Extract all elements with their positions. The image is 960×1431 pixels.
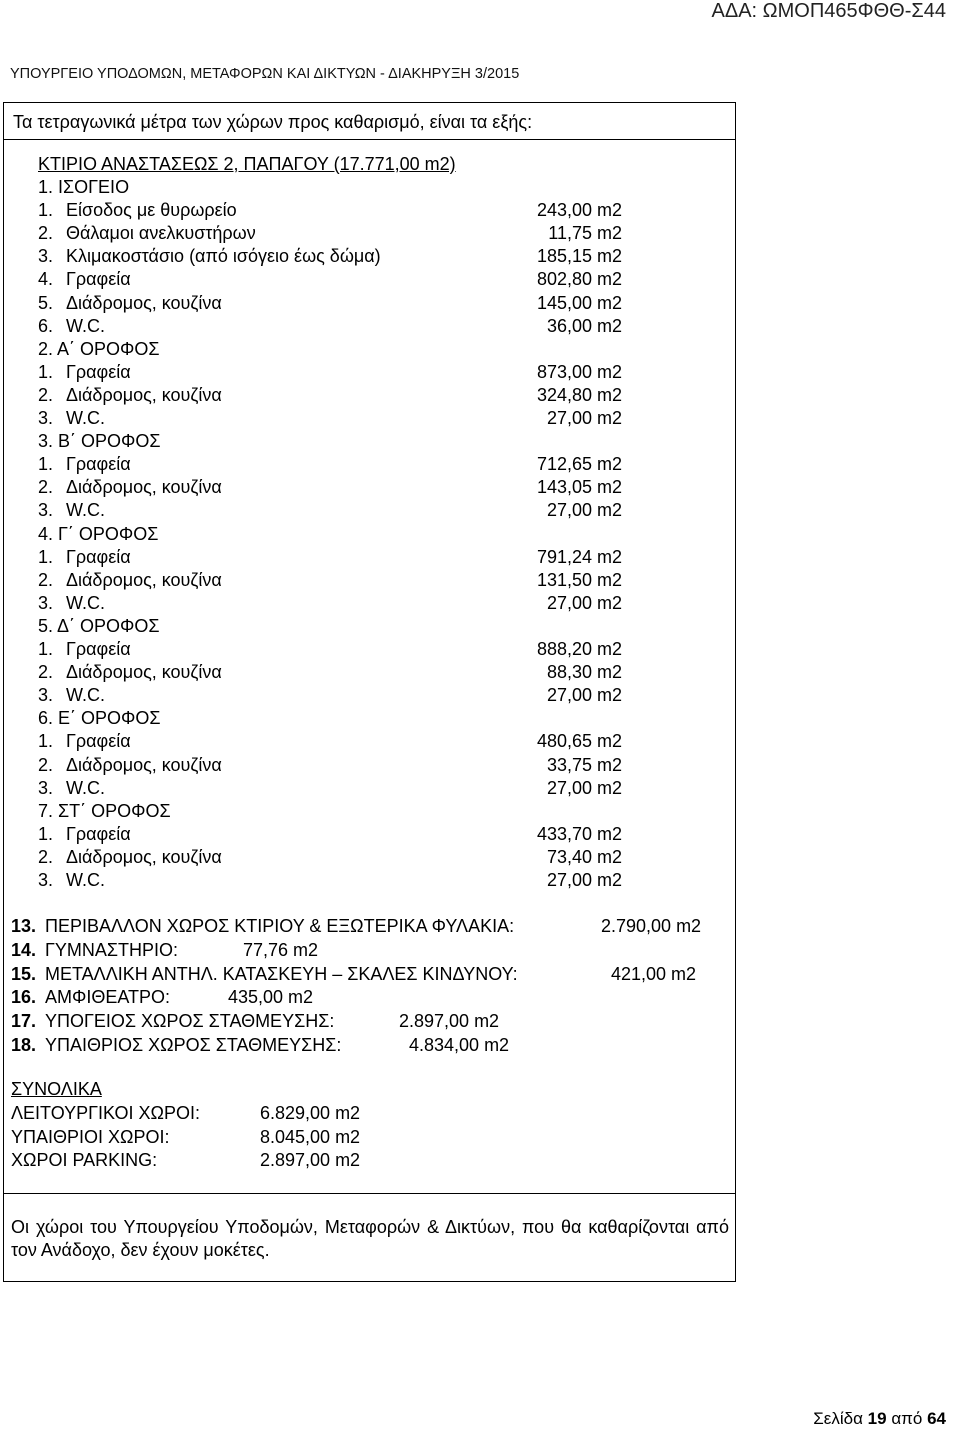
floor-item bbox=[38, 245, 658, 268]
item-number: 6. bbox=[38, 315, 54, 336]
floor-item bbox=[38, 684, 658, 707]
floor-item bbox=[38, 476, 658, 499]
item-number: 1. bbox=[38, 200, 54, 221]
floor-item bbox=[38, 407, 658, 430]
item-number: 1. bbox=[38, 639, 54, 659]
item-label: Γραφεία bbox=[66, 639, 131, 659]
item-number: 2. bbox=[38, 569, 54, 590]
item-number: 2. bbox=[38, 754, 54, 775]
building-title: ΚΤΙΡΙΟ ΑΝΑΣΤΑΣΕΩΣ 2, ΠΑΠΑΓΟΥ (17.771,00 m2) bbox=[38, 154, 456, 174]
total-text: ΧΩΡΟΙ PARKING: bbox=[11, 1150, 158, 1170]
item-value: 27,00 m2 bbox=[546, 592, 622, 613]
item-value: 27,00 m2 bbox=[546, 777, 622, 798]
extra-text: ΥΠΑΙΘΡΙΟΣ ΧΩΡΟΣ ΣΤΑΘΜΕΥΣΗΣ: bbox=[45, 1035, 342, 1055]
item-value: 791,24 m2 bbox=[536, 546, 622, 567]
extra-value: 4.834,00 m2 bbox=[409, 1035, 510, 1055]
total-value: 2.897,00 m2 bbox=[260, 1150, 361, 1170]
floor-item bbox=[38, 777, 658, 800]
item-label: Διάδρομος, κουζίνα bbox=[66, 754, 222, 775]
total-text: ΥΠΑΙΘΡΙΟΙ ΧΩΡΟΙ: bbox=[11, 1126, 170, 1147]
item-value: 88,30 m2 bbox=[546, 662, 622, 683]
floor-item bbox=[38, 661, 658, 684]
item-value: 131,50 m2 bbox=[536, 569, 622, 590]
item-number: 1. bbox=[38, 361, 54, 382]
item-label: Διάδρομος, κουζίνα bbox=[66, 569, 222, 590]
item-number: 3. bbox=[38, 777, 54, 798]
item-value: 888,20 m2 bbox=[536, 639, 622, 659]
item-label: Διάδρομος, κουζίνα bbox=[66, 477, 222, 498]
divider-top bbox=[4, 139, 735, 140]
extra-number: 14. bbox=[11, 939, 37, 960]
floor-item bbox=[38, 546, 658, 569]
page-footer bbox=[813, 1409, 946, 1429]
extra-item bbox=[11, 986, 731, 1009]
content-frame bbox=[3, 102, 736, 1282]
floor-item bbox=[38, 268, 658, 291]
extra-number: 17. bbox=[11, 1011, 37, 1032]
item-label: Διάδρομος, κουζίνα bbox=[66, 662, 222, 683]
ada-code: ΑΔΑ: ΩΜΟΠ465ΦΘΘ-Σ44 bbox=[711, 0, 946, 22]
extra-text: ΜΕΤΑΛΛΙΚΗ ΑΝΤΗΛ. ΚΑΤΑΣΚΕΥΗ – ΣΚΑΛΕΣ ΚΙΝΔΥΝΟΥ: bbox=[45, 963, 518, 984]
extra-item bbox=[11, 1034, 731, 1057]
item-number: 3. bbox=[38, 870, 54, 890]
total-value: 8.045,00 m2 bbox=[260, 1126, 361, 1147]
footer-total: 64 bbox=[927, 1409, 946, 1428]
document-header: ΥΠΟΥΡΓΕΙΟ ΥΠΟΔΟΜΩΝ, ΜΕΤΑΦΟΡΩΝ ΚΑΙ ΔΙΚΤΥΩΝ - ΔΙΑΚΗΡΥΞΗ 3/2015 bbox=[10, 66, 520, 82]
item-number: 3. bbox=[38, 500, 54, 521]
extra-number: 13. bbox=[11, 916, 37, 936]
item-number: 2. bbox=[38, 662, 54, 683]
extra-item bbox=[11, 939, 731, 962]
extra-number: 15. bbox=[11, 963, 37, 984]
extra-number: 16. bbox=[11, 987, 37, 1008]
total-text: ΛΕΙΤΟΥΡΓΙΚΟΙ ΧΩΡΟΙ: bbox=[11, 1103, 200, 1123]
item-label: Διάδρομος, κουζίνα bbox=[66, 384, 222, 405]
item-label: Θάλαμοι ανελκυστήρων bbox=[66, 223, 256, 244]
item-label: W.C. bbox=[66, 408, 105, 428]
item-number: 2. bbox=[38, 384, 54, 405]
floor-item bbox=[38, 754, 658, 777]
item-number: 2. bbox=[38, 477, 54, 498]
item-label: W.C. bbox=[66, 685, 105, 706]
item-value: 11,75 m2 bbox=[548, 223, 622, 244]
item-value: 33,75 m2 bbox=[546, 754, 622, 775]
floor-item bbox=[38, 453, 658, 476]
item-value: 73,40 m2 bbox=[546, 846, 622, 867]
item-label: W.C. bbox=[66, 500, 105, 521]
floor-item bbox=[38, 569, 658, 592]
floor-item bbox=[38, 823, 658, 846]
item-label: W.C. bbox=[66, 870, 105, 890]
floor-item bbox=[38, 361, 658, 384]
item-label: Διάδρομος, κουζίνα bbox=[66, 846, 222, 867]
intro-text: Τα τετραγωνικά μέτρα των χώρων προς καθαρισμό, είναι τα εξής: bbox=[13, 112, 533, 132]
extra-value: 2.897,00 m2 bbox=[399, 1011, 500, 1032]
item-number: 1. bbox=[38, 823, 54, 844]
item-number: 1. bbox=[38, 454, 54, 475]
item-value: 27,00 m2 bbox=[546, 500, 622, 521]
extra-value: 435,00 m2 bbox=[228, 987, 314, 1008]
footer-prefix: Σελίδα bbox=[813, 1409, 863, 1428]
item-label: Κλιμακοστάσιο (από ισόγειο έως δώμα) bbox=[66, 246, 381, 267]
floor-item bbox=[38, 730, 658, 753]
item-label: W.C. bbox=[66, 777, 105, 798]
item-value: 480,65 m2 bbox=[536, 731, 622, 752]
floor-item bbox=[38, 199, 658, 222]
divider-bottom bbox=[4, 1193, 735, 1194]
item-number: 3. bbox=[38, 408, 54, 428]
item-value: 27,00 m2 bbox=[546, 685, 622, 706]
floor-item bbox=[38, 499, 658, 522]
floor-item bbox=[38, 222, 658, 245]
extra-number: 18. bbox=[11, 1035, 37, 1055]
floor-item bbox=[38, 846, 658, 869]
item-value: 145,00 m2 bbox=[536, 292, 622, 313]
item-label: Γραφεία bbox=[66, 454, 131, 475]
total-item bbox=[11, 1149, 411, 1172]
item-label: Γραφεία bbox=[66, 731, 131, 752]
floor-item bbox=[38, 869, 658, 892]
floor-item bbox=[38, 315, 658, 338]
extra-text: ΥΠΟΓΕΙΟΣ ΧΩΡΟΣ ΣΤΑΘΜΕΥΣΗΣ: bbox=[45, 1011, 335, 1032]
floor-title: 1. ΙΣΟΓΕΙΟ bbox=[38, 177, 130, 197]
extra-item bbox=[11, 915, 731, 938]
footer-of: από bbox=[891, 1409, 923, 1428]
floor-title: 5. Δ΄ ΟΡΟΦΟΣ bbox=[38, 615, 160, 636]
floor-title: 3. Β΄ ΟΡΟΦΟΣ bbox=[38, 431, 161, 452]
total-item bbox=[11, 1102, 411, 1125]
extra-text: ΓΥΜΝΑΣΤΗΡΙΟ: bbox=[45, 939, 179, 960]
footer-page: 19 bbox=[867, 1409, 887, 1428]
total-item bbox=[11, 1126, 411, 1149]
item-value: 185,15 m2 bbox=[536, 246, 622, 267]
item-number: 1. bbox=[38, 546, 54, 567]
item-value: 27,00 m2 bbox=[546, 408, 622, 428]
item-number: 3. bbox=[38, 246, 54, 267]
extra-item bbox=[11, 1010, 731, 1033]
item-number: 3. bbox=[38, 592, 54, 613]
floor-title: 6. Ε΄ ΟΡΟΦΟΣ bbox=[38, 708, 161, 729]
floor-title: 7. ΣΤ΄ ΟΡΟΦΟΣ bbox=[38, 800, 171, 821]
item-value: 802,80 m2 bbox=[536, 269, 622, 290]
item-value: 712,65 m2 bbox=[536, 454, 622, 475]
totals-title: ΣΥΝΟΛΙΚΑ bbox=[11, 1079, 102, 1099]
item-number: 1. bbox=[38, 731, 54, 752]
floor-item bbox=[38, 384, 658, 407]
item-label: Γραφεία bbox=[66, 269, 131, 290]
item-number: 5. bbox=[38, 292, 54, 313]
extra-value: 77,76 m2 bbox=[243, 939, 319, 960]
item-label: Είσοδος με θυρωρείο bbox=[66, 200, 237, 221]
item-label: W.C. bbox=[66, 315, 105, 336]
floor-title: 4. Γ΄ ΟΡΟΦΟΣ bbox=[38, 523, 159, 544]
item-label: Διάδρομος, κουζίνα bbox=[66, 292, 222, 313]
floor-item bbox=[38, 592, 658, 615]
item-value: 36,00 m2 bbox=[546, 315, 622, 336]
item-value: 324,80 m2 bbox=[536, 384, 622, 405]
item-label: Γραφεία bbox=[66, 823, 131, 844]
item-value: 433,70 m2 bbox=[536, 823, 622, 844]
item-label: Γραφεία bbox=[66, 546, 131, 567]
total-value: 6.829,00 m2 bbox=[260, 1103, 361, 1123]
floor-item bbox=[38, 292, 658, 315]
extra-text: ΠΕΡΙΒΑΛΛΟΝ ΧΩΡΟΣ ΚΤΙΡΙΟΥ & ΕΞΩΤΕΡΙΚΑ ΦΥΛΑΚΙΑ: bbox=[45, 916, 515, 936]
item-value: 243,00 m2 bbox=[536, 200, 622, 221]
item-value: 873,00 m2 bbox=[536, 361, 622, 382]
item-number: 2. bbox=[38, 846, 54, 867]
floor-item bbox=[38, 638, 658, 661]
item-number: 2. bbox=[38, 223, 54, 244]
extra-item bbox=[11, 963, 731, 986]
item-label: Γραφεία bbox=[66, 361, 131, 382]
extra-text: ΑΜΦΙΘΕΑΤΡΟ: bbox=[45, 987, 171, 1008]
note-text: Οι χώροι του Υπουργείου Υποδομών, Μεταφορών & Δικτύων, που θα καθαρίζονται από τον Ανάδοχο, δεν έχουν μοκέτες. bbox=[11, 1217, 729, 1260]
item-value: 143,05 m2 bbox=[536, 477, 622, 498]
item-number: 4. bbox=[38, 269, 54, 290]
item-number: 3. bbox=[38, 685, 54, 706]
extra-value: 2.790,00 m2 bbox=[601, 916, 702, 936]
item-label: W.C. bbox=[66, 592, 105, 613]
floor-title: 2. Α΄ ΟΡΟΦΟΣ bbox=[38, 338, 160, 359]
item-value: 27,00 m2 bbox=[546, 870, 622, 890]
extra-value: 421,00 m2 bbox=[611, 963, 697, 984]
